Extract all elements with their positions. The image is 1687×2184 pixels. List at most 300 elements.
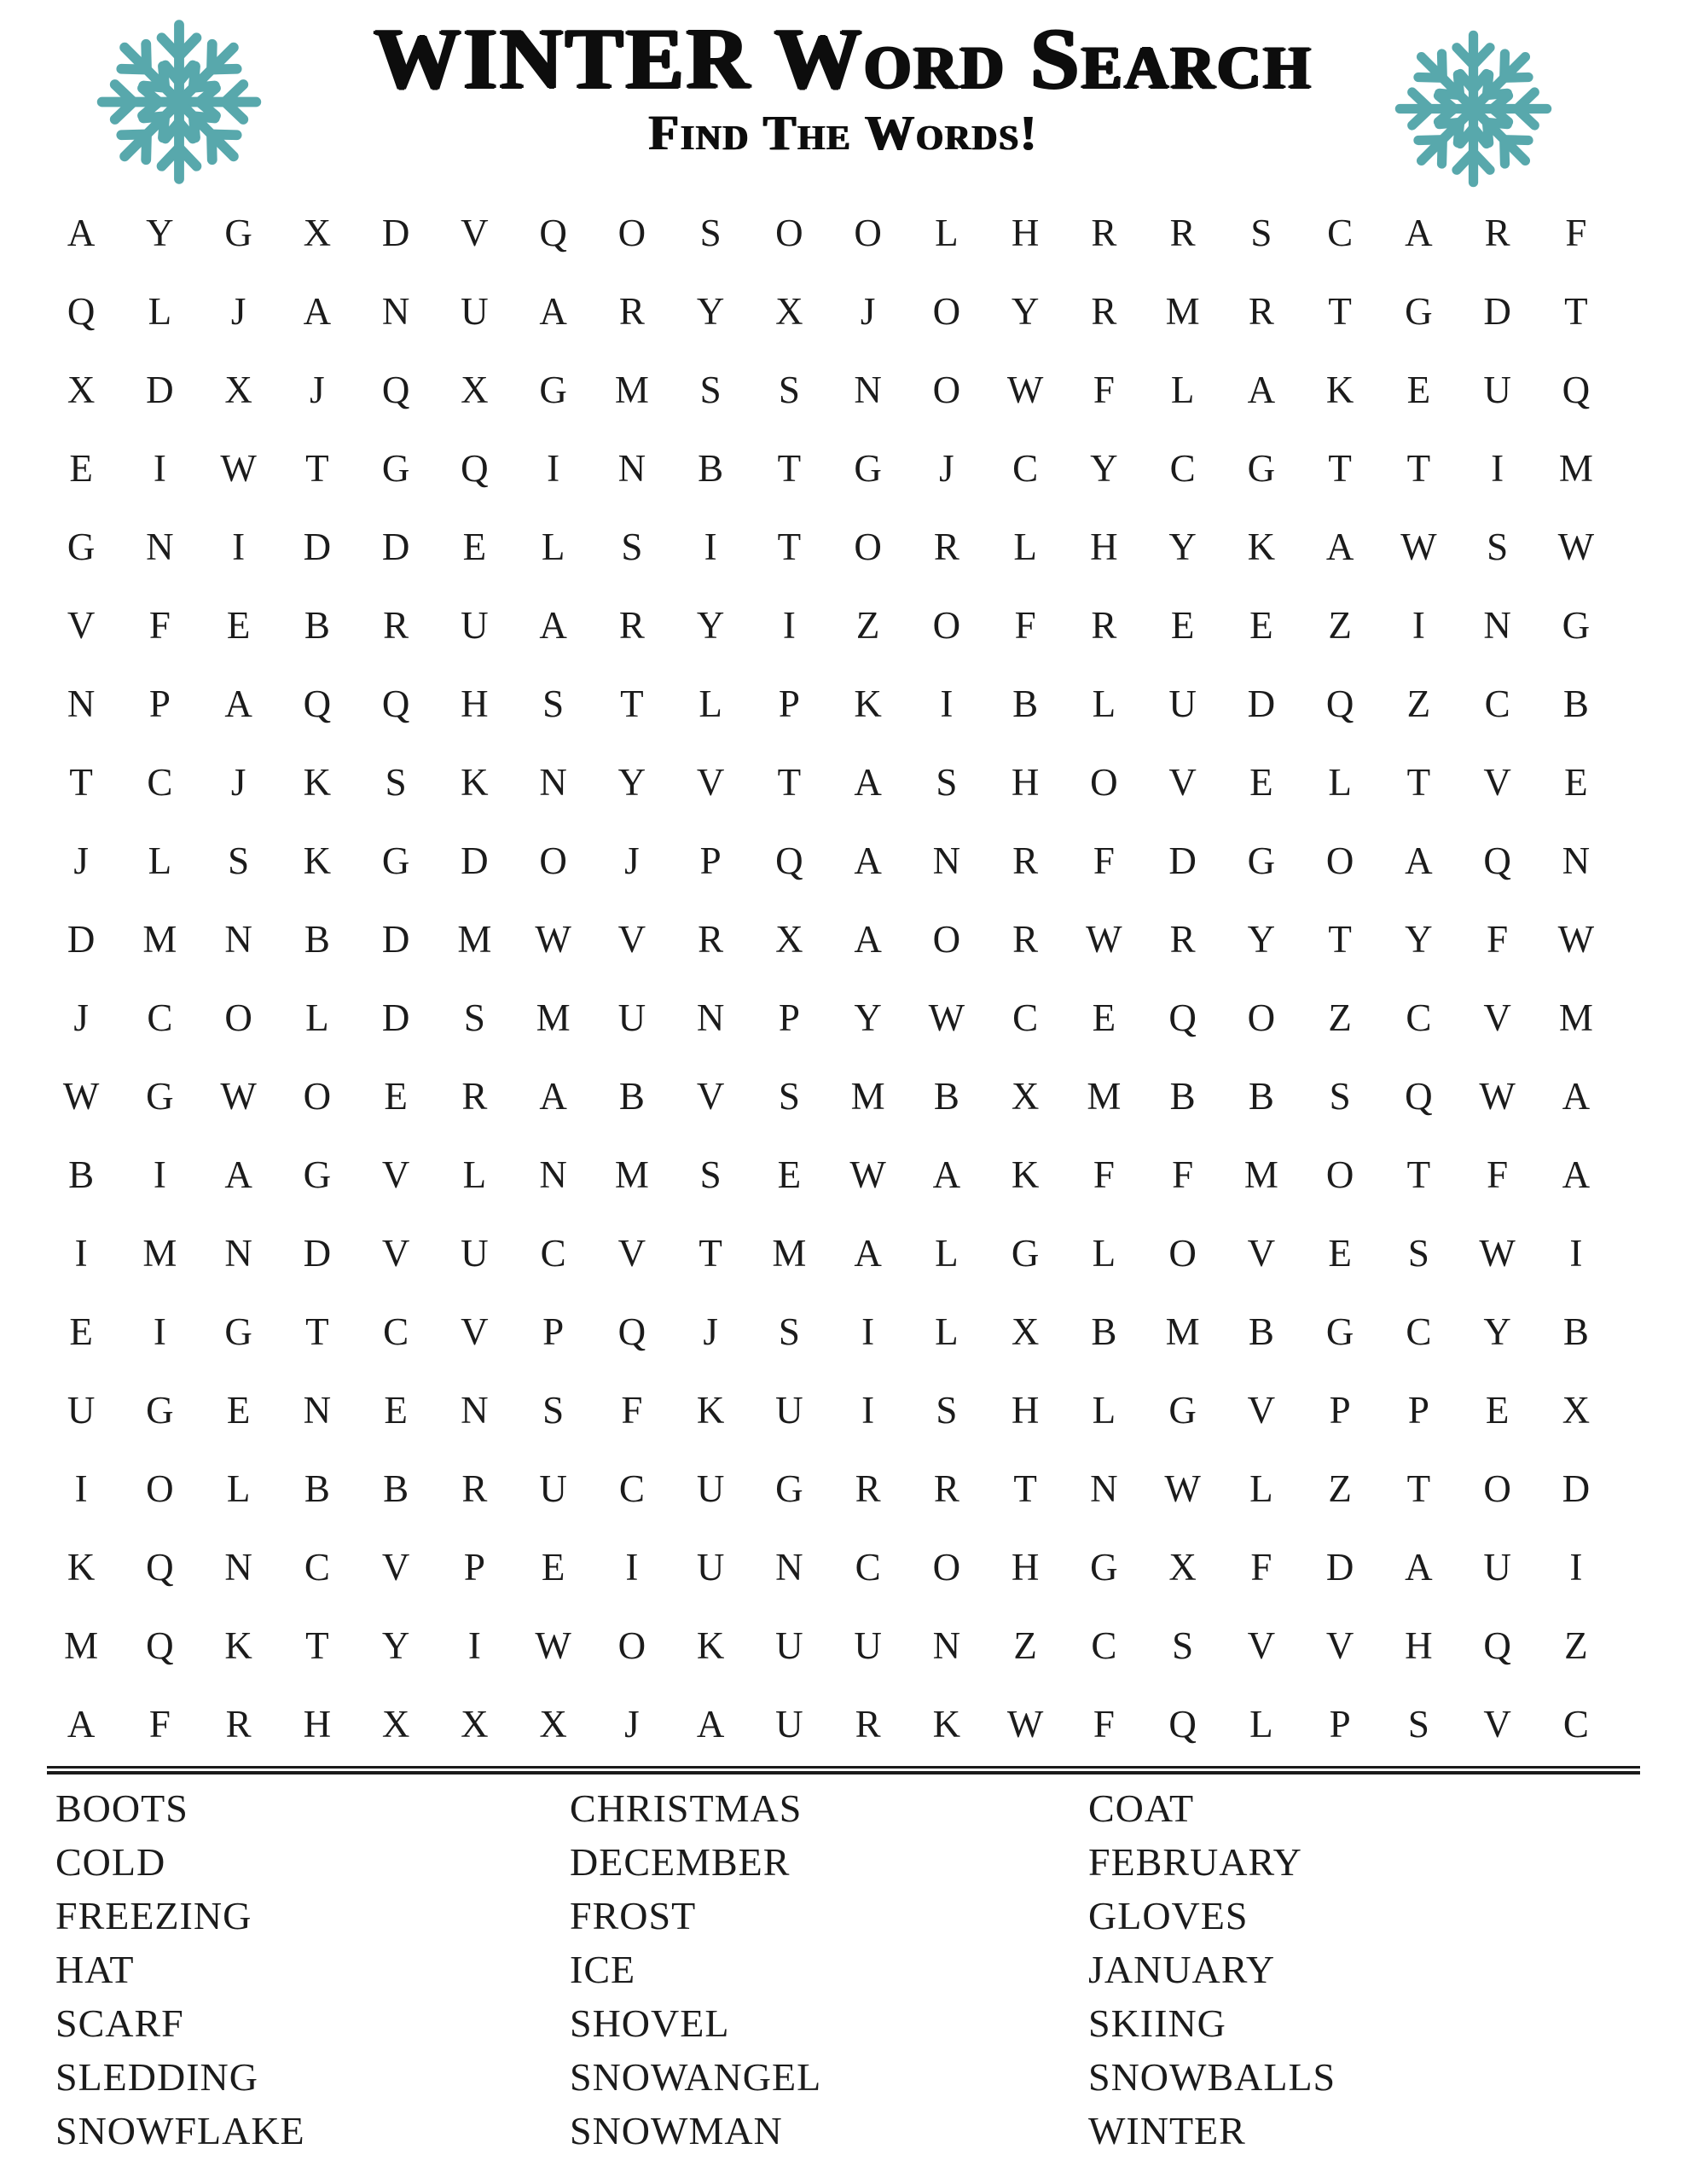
grid-letter: T bbox=[1013, 1467, 1037, 1510]
grid-letter: G bbox=[1247, 839, 1276, 882]
grid-letter: A bbox=[224, 682, 252, 725]
grid-letter: B bbox=[618, 1075, 645, 1118]
grid-letter: B bbox=[304, 604, 330, 647]
grid-letter: S bbox=[699, 1153, 722, 1196]
grid-letter: O bbox=[617, 212, 646, 254]
grid-letter: L bbox=[1249, 1467, 1273, 1510]
grid-letter: K bbox=[224, 1624, 252, 1667]
grid-letter: U bbox=[67, 1389, 96, 1432]
grid-letter: I bbox=[1569, 1232, 1583, 1275]
grid-letter: B bbox=[1012, 682, 1039, 725]
grid-letter: R bbox=[698, 918, 724, 961]
grid-letter: O bbox=[1090, 761, 1118, 804]
grid-letter: C bbox=[1169, 447, 1196, 490]
grid-letter: K bbox=[461, 761, 489, 804]
grid-letter: R bbox=[1248, 290, 1274, 333]
grid-letter: J bbox=[310, 369, 325, 411]
grid-letter: M bbox=[142, 918, 177, 961]
grid-letter: W bbox=[849, 1153, 886, 1196]
grid-letter: X bbox=[775, 918, 803, 961]
grid-letter: I bbox=[704, 526, 717, 568]
grid-letter: U bbox=[1168, 682, 1197, 725]
grid-letter: E bbox=[1170, 604, 1195, 647]
word-item: SNOWFLAKE bbox=[55, 2109, 305, 2152]
grid-letter: U bbox=[461, 1232, 489, 1275]
grid-letter: A bbox=[932, 1153, 961, 1196]
word-item: FROST bbox=[570, 1894, 697, 1937]
grid-letter: O bbox=[932, 918, 961, 961]
grid-letter: A bbox=[854, 1232, 882, 1275]
grid-letter: L bbox=[1013, 526, 1037, 568]
grid-letter: J bbox=[230, 761, 246, 804]
grid-letter: M bbox=[1244, 1153, 1278, 1196]
grid-letter: C bbox=[1012, 447, 1039, 490]
grid-letter: N bbox=[696, 996, 725, 1039]
grid-letter: H bbox=[1405, 1624, 1433, 1667]
page-title: WINTER Word Search bbox=[374, 11, 1313, 107]
grid-letter: P bbox=[1407, 1389, 1429, 1432]
word-item: CHRISTMAS bbox=[570, 1786, 803, 1830]
grid-letter: E bbox=[777, 1153, 802, 1196]
grid-letter: O bbox=[1325, 839, 1354, 882]
grid-letter: M bbox=[614, 1153, 649, 1196]
grid-letter: R bbox=[1012, 918, 1039, 961]
grid-letter: R bbox=[461, 1467, 488, 1510]
grid-letter: G bbox=[146, 1075, 174, 1118]
grid-letter: I bbox=[547, 447, 560, 490]
grid-letter: C bbox=[147, 761, 173, 804]
grid-letter: J bbox=[230, 290, 246, 333]
grid-letter: A bbox=[67, 1703, 96, 1745]
grid-letter: Z bbox=[1328, 604, 1352, 647]
grid-letter: B bbox=[1248, 1075, 1274, 1118]
grid-letter: D bbox=[1168, 839, 1197, 882]
grid-letter: F bbox=[1093, 839, 1115, 882]
grid-letter: U bbox=[854, 1624, 882, 1667]
grid-letter: T bbox=[1406, 447, 1431, 490]
page-subtitle: Find The Words! bbox=[648, 105, 1039, 160]
grid-letter: E bbox=[1406, 369, 1431, 411]
grid-letter: J bbox=[939, 447, 954, 490]
word-item: SNOWMAN bbox=[570, 2109, 783, 2152]
grid-letter: K bbox=[932, 1703, 961, 1745]
grid-letter: Z bbox=[1564, 1624, 1588, 1667]
grid-letter: K bbox=[1247, 526, 1276, 568]
grid-letter: Q bbox=[1483, 839, 1511, 882]
grid-letter: A bbox=[854, 839, 882, 882]
grid-letter: U bbox=[696, 1467, 725, 1510]
grid-letter: P bbox=[1329, 1389, 1351, 1432]
grid-letter: R bbox=[933, 1467, 959, 1510]
grid-letter: S bbox=[542, 682, 565, 725]
grid-letter: W bbox=[62, 1075, 100, 1118]
grid-letter: O bbox=[303, 1075, 332, 1118]
grid-letter: M bbox=[1165, 1310, 1200, 1353]
grid-letter: Y bbox=[381, 1624, 410, 1667]
grid-letter: T bbox=[1406, 1467, 1431, 1510]
grid-letter: F bbox=[1565, 212, 1587, 254]
grid-letter: C bbox=[855, 1546, 881, 1589]
grid-letter: R bbox=[1091, 290, 1117, 333]
grid-letter: W bbox=[1400, 526, 1437, 568]
grid-letter: E bbox=[462, 526, 487, 568]
grid-letter: Z bbox=[1406, 682, 1431, 725]
word-item: FREEZING bbox=[55, 1894, 252, 1937]
grid-letter: N bbox=[224, 918, 252, 961]
grid-letter: Q bbox=[303, 682, 332, 725]
grid-letter: I bbox=[625, 1546, 639, 1589]
grid-letter: R bbox=[855, 1467, 881, 1510]
grid-letter: O bbox=[1325, 1153, 1354, 1196]
grid-letter: P bbox=[148, 682, 171, 725]
grid-letter: W bbox=[1086, 918, 1122, 961]
grid-letter: Q bbox=[146, 1624, 174, 1667]
grid-letter: C bbox=[1091, 1624, 1117, 1667]
grid-letter: O bbox=[854, 526, 882, 568]
grid-letter: D bbox=[303, 1232, 332, 1275]
word-item: SNOWANGEL bbox=[570, 2055, 822, 2099]
grid-letter: D bbox=[303, 526, 332, 568]
grid-letter: N bbox=[67, 682, 96, 725]
grid-letter: S bbox=[1407, 1703, 1429, 1745]
grid-letter: V bbox=[461, 212, 489, 254]
grid-letter: U bbox=[1483, 369, 1511, 411]
grid-letter: W bbox=[1164, 1467, 1201, 1510]
grid-letter: B bbox=[933, 1075, 959, 1118]
grid-letter: G bbox=[303, 1153, 332, 1196]
grid-letter: O bbox=[775, 212, 803, 254]
grid-letter: R bbox=[383, 604, 409, 647]
grid-letter: U bbox=[461, 290, 489, 333]
grid-letter: T bbox=[1564, 290, 1588, 333]
grid-letter: S bbox=[1487, 526, 1509, 568]
grid-letter: G bbox=[1168, 1389, 1197, 1432]
grid-letter: K bbox=[1325, 369, 1354, 411]
grid-letter: V bbox=[1168, 761, 1197, 804]
grid-letter: U bbox=[775, 1624, 803, 1667]
grid-letter: L bbox=[935, 1232, 959, 1275]
grid-letter: X bbox=[775, 290, 803, 333]
grid-letter: F bbox=[148, 1703, 171, 1745]
grid-letter: V bbox=[1483, 761, 1511, 804]
grid-letter: B bbox=[1562, 682, 1589, 725]
grid-letter: O bbox=[1483, 1467, 1511, 1510]
grid-letter: C bbox=[383, 1310, 409, 1353]
grid-letter: A bbox=[67, 212, 96, 254]
grid-letter: L bbox=[305, 996, 329, 1039]
word-item: HAT bbox=[55, 1948, 135, 1991]
grid-letter: R bbox=[225, 1703, 252, 1745]
grid-letter: K bbox=[303, 839, 332, 882]
grid-letter: H bbox=[461, 682, 489, 725]
grid-letter: D bbox=[67, 918, 96, 961]
grid-letter: H bbox=[1011, 1546, 1040, 1589]
grid-letter: C bbox=[147, 996, 173, 1039]
grid-letter: A bbox=[1405, 212, 1433, 254]
grid-letter: G bbox=[1325, 1310, 1354, 1353]
grid-letter: N bbox=[775, 1546, 803, 1589]
word-item: SLEDDING bbox=[55, 2055, 258, 2099]
grid-letter: T bbox=[1406, 761, 1431, 804]
grid-letter: D bbox=[381, 996, 410, 1039]
grid-letter: D bbox=[381, 526, 410, 568]
grid-letter: B bbox=[383, 1467, 409, 1510]
grid-letter: Q bbox=[775, 839, 803, 882]
grid-letter: T bbox=[699, 1232, 722, 1275]
grid-letter: M bbox=[64, 1624, 99, 1667]
grid-letter: X bbox=[461, 1703, 489, 1745]
grid-letter: D bbox=[1562, 1467, 1591, 1510]
grid-letter: Y bbox=[854, 996, 882, 1039]
grid-letter: L bbox=[541, 526, 565, 568]
grid-letter: M bbox=[614, 369, 649, 411]
grid-letter: A bbox=[854, 761, 882, 804]
grid-letter: L bbox=[935, 1310, 959, 1353]
grid-letter: N bbox=[1090, 1467, 1118, 1510]
grid-letter: W bbox=[220, 1075, 257, 1118]
grid-letter: Y bbox=[1483, 1310, 1511, 1353]
grid-letter: E bbox=[1564, 761, 1588, 804]
grid-letter: G bbox=[146, 1389, 174, 1432]
grid-letter: T bbox=[1328, 290, 1352, 333]
grid-letter: I bbox=[74, 1232, 88, 1275]
grid-letter: W bbox=[1557, 918, 1595, 961]
grid-letter: N bbox=[932, 839, 961, 882]
grid-letter: Y bbox=[1011, 290, 1040, 333]
grid-letter: A bbox=[539, 290, 567, 333]
word-item: SKIING bbox=[1088, 2001, 1226, 2045]
grid-letter: F bbox=[1487, 918, 1509, 961]
grid-letter: I bbox=[782, 604, 796, 647]
grid-letter: W bbox=[1006, 1703, 1044, 1745]
grid-letter: R bbox=[855, 1703, 881, 1745]
grid-letter: I bbox=[861, 1310, 875, 1353]
grid-letter: A bbox=[1247, 369, 1276, 411]
grid-letter: O bbox=[617, 1624, 646, 1667]
word-column bbox=[570, 1781, 821, 2158]
grid-letter: H bbox=[1090, 526, 1118, 568]
grid-letter: X bbox=[539, 1703, 567, 1745]
grid-letter: V bbox=[381, 1153, 410, 1196]
grid-letter: D bbox=[381, 212, 410, 254]
grid-letter: A bbox=[539, 604, 567, 647]
grid-letter: N bbox=[539, 1153, 567, 1196]
grid-letter: H bbox=[303, 1703, 332, 1745]
grid-letter: R bbox=[618, 604, 645, 647]
grid-letter: M bbox=[1165, 290, 1200, 333]
grid-letter: W bbox=[1479, 1075, 1516, 1118]
grid-letter: O bbox=[932, 369, 961, 411]
grid-letter: W bbox=[1557, 526, 1595, 568]
grid-letter: U bbox=[775, 1703, 803, 1745]
grid-letter: G bbox=[1090, 1546, 1118, 1589]
grid-letter: R bbox=[1169, 212, 1196, 254]
grid-letter: D bbox=[146, 369, 174, 411]
grid-letter: H bbox=[1011, 1389, 1040, 1432]
grid-letter: T bbox=[777, 526, 802, 568]
grid-letter: J bbox=[624, 839, 640, 882]
grid-letter: S bbox=[699, 369, 722, 411]
word-item: SHOVEL bbox=[570, 2001, 730, 2045]
grid-letter: S bbox=[1329, 1075, 1351, 1118]
grid-letter: Y bbox=[696, 604, 725, 647]
grid-letter: T bbox=[305, 447, 329, 490]
word-item: BOOTS bbox=[55, 1786, 188, 1830]
grid-letter: L bbox=[1328, 761, 1352, 804]
grid-letter: X bbox=[224, 369, 252, 411]
grid-letter: L bbox=[1092, 1232, 1116, 1275]
grid-letter: W bbox=[1479, 1232, 1516, 1275]
grid-letter: U bbox=[539, 1467, 567, 1510]
grid-letter: Q bbox=[67, 290, 96, 333]
grid-letter: L bbox=[1092, 682, 1116, 725]
word-item: ICE bbox=[570, 1948, 636, 1991]
grid-letter: P bbox=[542, 1310, 565, 1353]
grid-letter: S bbox=[463, 996, 485, 1039]
grid-letter: Q bbox=[1562, 369, 1591, 411]
grid-letter: T bbox=[1328, 918, 1352, 961]
grid-letter: U bbox=[461, 604, 489, 647]
grid-letter: K bbox=[1011, 1153, 1040, 1196]
grid-letter: G bbox=[67, 526, 96, 568]
grid-letter: B bbox=[1091, 1310, 1117, 1353]
grid-letter: X bbox=[67, 369, 96, 411]
grid-letter: I bbox=[153, 1153, 166, 1196]
grid-letter: Q bbox=[461, 447, 489, 490]
grid-letter: S bbox=[699, 212, 722, 254]
grid-letter: J bbox=[73, 839, 89, 882]
grid-letter: S bbox=[936, 1389, 958, 1432]
grid-letter: R bbox=[1091, 604, 1117, 647]
grid-letter: E bbox=[69, 1310, 93, 1353]
grid-letter: X bbox=[461, 369, 489, 411]
grid-letter: G bbox=[539, 369, 567, 411]
grid-letter: N bbox=[224, 1232, 252, 1275]
grid-letter: Q bbox=[146, 1546, 174, 1589]
grid-letter: N bbox=[303, 1389, 332, 1432]
grid-letter: L bbox=[148, 839, 172, 882]
grid-letter: X bbox=[303, 212, 332, 254]
grid-letter: L bbox=[699, 682, 722, 725]
grid-letter: E bbox=[1092, 996, 1116, 1039]
word-column bbox=[1088, 1781, 1336, 2158]
grid-letter: S bbox=[936, 761, 958, 804]
grid-letter: V bbox=[461, 1310, 489, 1353]
grid-letter: W bbox=[535, 918, 571, 961]
grid-letter: O bbox=[932, 604, 961, 647]
grid-letter: A bbox=[303, 290, 332, 333]
grid-letter: M bbox=[1558, 996, 1593, 1039]
grid-letter: B bbox=[1248, 1310, 1274, 1353]
grid-letter: G bbox=[224, 212, 252, 254]
grid-letter: N bbox=[932, 1624, 961, 1667]
grid-letter: J bbox=[703, 1310, 718, 1353]
grid-letter: Q bbox=[1325, 682, 1354, 725]
grid-letter: M bbox=[457, 918, 492, 961]
grid-letter: V bbox=[67, 604, 96, 647]
grid-letter: V bbox=[617, 918, 646, 961]
grid-letter: B bbox=[304, 918, 330, 961]
word-item: GLOVES bbox=[1088, 1894, 1249, 1937]
grid-letter: G bbox=[854, 447, 882, 490]
grid-letter: S bbox=[621, 526, 643, 568]
grid-letter: O bbox=[1168, 1232, 1197, 1275]
grid-letter: M bbox=[1087, 1075, 1122, 1118]
grid-letter: U bbox=[617, 996, 646, 1039]
grid-letter: A bbox=[539, 1075, 567, 1118]
grid-letter: Q bbox=[1168, 996, 1197, 1039]
grid-letter: L bbox=[226, 1467, 251, 1510]
grid-letter: G bbox=[1011, 1232, 1040, 1275]
grid-letter: E bbox=[384, 1389, 408, 1432]
grid-letter: O bbox=[932, 1546, 961, 1589]
grid-letter: V bbox=[1325, 1624, 1354, 1667]
grid-letter: H bbox=[1011, 212, 1040, 254]
grid-letter: Y bbox=[617, 761, 646, 804]
grid-letter: B bbox=[1562, 1310, 1589, 1353]
grid-letter: F bbox=[148, 604, 171, 647]
grid-letter: M bbox=[1558, 447, 1593, 490]
grid-letter: V bbox=[1247, 1389, 1276, 1432]
grid-letter: C bbox=[540, 1232, 566, 1275]
grid-letter: X bbox=[1168, 1546, 1197, 1589]
grid-letter: S bbox=[778, 1075, 800, 1118]
grid-letter: T bbox=[69, 761, 93, 804]
grid-letter: B bbox=[68, 1153, 95, 1196]
grid-letter: P bbox=[699, 839, 722, 882]
grid-letter: Z bbox=[855, 604, 880, 647]
grid-letter: G bbox=[1247, 447, 1276, 490]
grid-letter: S bbox=[1172, 1624, 1194, 1667]
grid-letter: I bbox=[861, 1389, 875, 1432]
word-item: SNOWBALLS bbox=[1088, 2055, 1336, 2099]
grid-letter: X bbox=[1011, 1310, 1040, 1353]
grid-letter: R bbox=[933, 526, 959, 568]
grid-letter: J bbox=[860, 290, 876, 333]
grid-letter: I bbox=[232, 526, 246, 568]
grid-letter: N bbox=[539, 761, 567, 804]
grid-letter: T bbox=[620, 682, 644, 725]
grid-letter: V bbox=[696, 1075, 725, 1118]
grid-letter: F bbox=[1093, 1153, 1115, 1196]
grid-letter: T bbox=[305, 1310, 329, 1353]
grid-letter: Q bbox=[1483, 1624, 1511, 1667]
grid-letter: R bbox=[1169, 918, 1196, 961]
grid-letter: Q bbox=[1168, 1703, 1197, 1745]
grid-letter: F bbox=[621, 1389, 643, 1432]
grid-letter: I bbox=[153, 447, 166, 490]
grid-letter: K bbox=[696, 1389, 725, 1432]
grid-letter: K bbox=[67, 1546, 96, 1589]
grid-letter: B bbox=[304, 1467, 330, 1510]
grid-letter: L bbox=[935, 212, 959, 254]
grid-letter: K bbox=[854, 682, 882, 725]
grid-letter: Z bbox=[1328, 996, 1352, 1039]
grid-letter: S bbox=[778, 1310, 800, 1353]
grid-letter: C bbox=[304, 1546, 330, 1589]
grid-letter: C bbox=[1562, 1703, 1589, 1745]
grid-letter: R bbox=[461, 1075, 488, 1118]
grid-letter: J bbox=[73, 996, 89, 1039]
grid-letter: A bbox=[1562, 1075, 1591, 1118]
grid-letter: V bbox=[696, 761, 725, 804]
grid-letter: Y bbox=[1405, 918, 1433, 961]
grid-letter: E bbox=[384, 1075, 408, 1118]
grid-letter: B bbox=[698, 447, 724, 490]
grid-letter: F bbox=[1172, 1153, 1194, 1196]
grid-letter: G bbox=[775, 1467, 803, 1510]
grid-letter: E bbox=[1249, 604, 1273, 647]
